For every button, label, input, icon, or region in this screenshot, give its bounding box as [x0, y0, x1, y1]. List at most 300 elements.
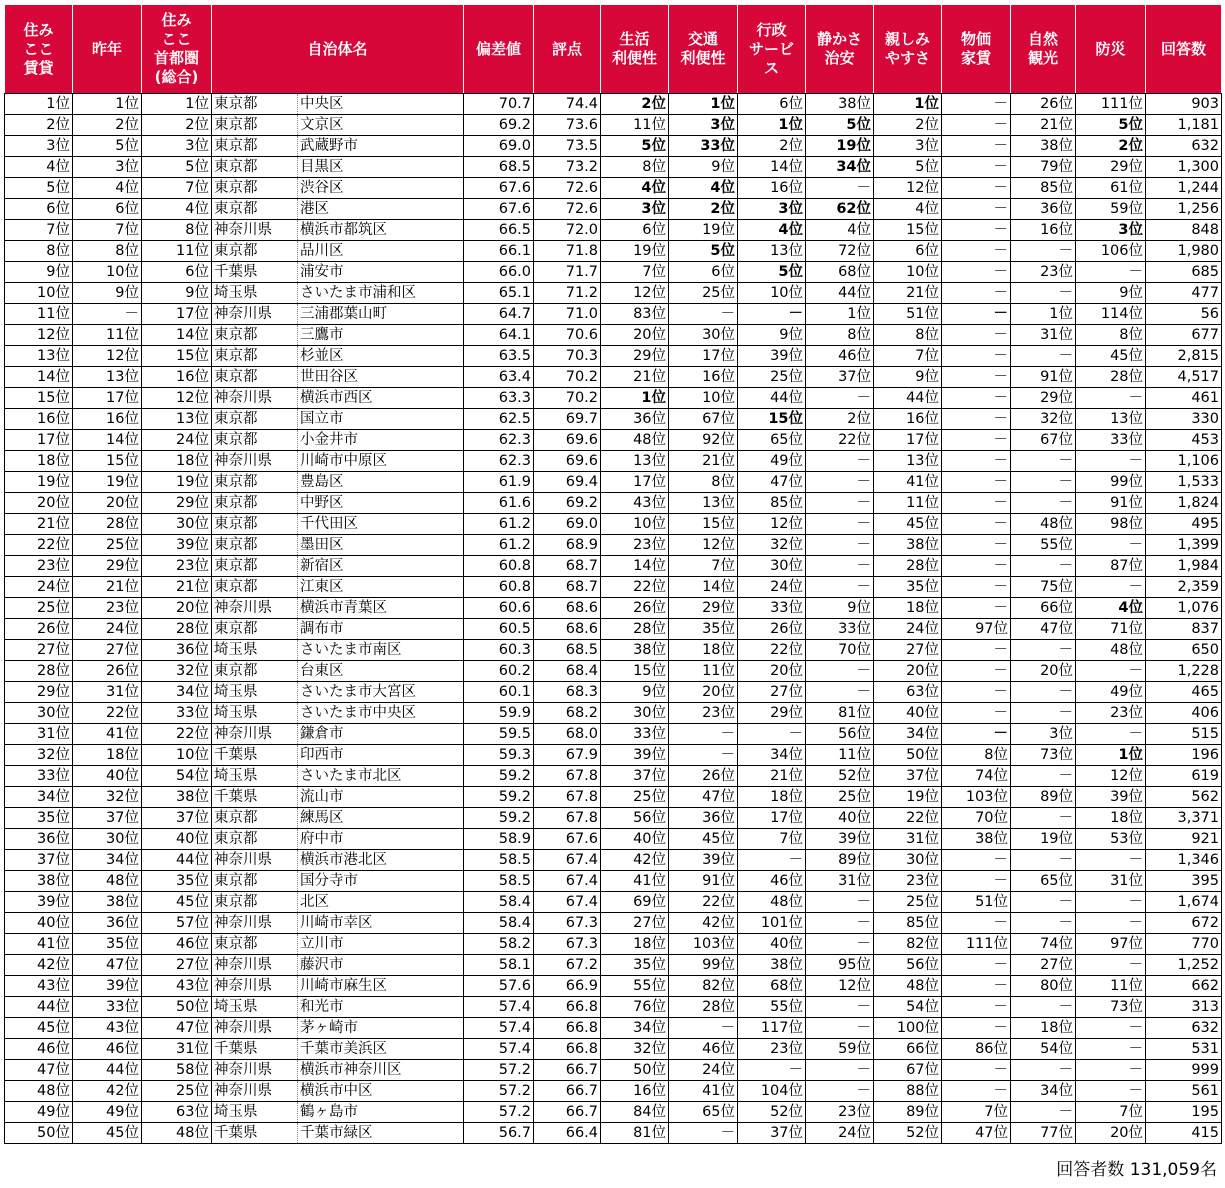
cell-disaster: － [1076, 913, 1146, 934]
cell-disaster: － [1076, 1039, 1146, 1060]
cell-score: 68.6 [534, 598, 601, 619]
cell-nature: 16位 [1011, 220, 1076, 241]
cell-transport: 46位 [669, 1039, 738, 1060]
cell-price: － [942, 850, 1011, 871]
cell-quiet: 37位 [806, 367, 874, 388]
cell-living: 2位 [601, 94, 669, 115]
cell-friendly: 12位 [874, 178, 942, 199]
cell-quiet: 12位 [806, 976, 874, 997]
cell-overall-rank: 50位 [142, 997, 212, 1018]
cell-admin: 68位 [738, 976, 806, 997]
cell-prefecture: 埼玉県 [212, 997, 298, 1018]
cell-rent-rank: 36位 [5, 829, 73, 850]
cell-transport: 29位 [669, 598, 738, 619]
cell-admin: 24位 [738, 577, 806, 598]
table-row [5, 724, 1222, 745]
cell-disaster: 23位 [1076, 703, 1146, 724]
cell-disaster: 2位 [1076, 136, 1146, 157]
cell-last-year: 22位 [73, 703, 142, 724]
cell-score: 67.2 [534, 955, 601, 976]
cell-overall-rank: 38位 [142, 787, 212, 808]
cell-score: 70.6 [534, 325, 601, 346]
cell-transport: 67位 [669, 409, 738, 430]
cell-quiet: － [806, 1060, 874, 1081]
cell-last-year: 34位 [73, 850, 142, 871]
cell-overall-rank: 1位 [142, 94, 212, 115]
cell-friendly: 9位 [874, 367, 942, 388]
cell-nature: 31位 [1011, 325, 1076, 346]
cell-prefecture: 東京都 [212, 157, 298, 178]
cell-city: 小金井市 [298, 430, 464, 451]
cell-deviation: 58.2 [464, 934, 534, 955]
cell-friendly: 85位 [874, 913, 942, 934]
cell-transport: 12位 [669, 535, 738, 556]
cell-disaster: 7位 [1076, 1102, 1146, 1123]
cell-score: 67.8 [534, 787, 601, 808]
cell-last-year: 16位 [73, 409, 142, 430]
cell-score: 66.8 [534, 1018, 601, 1039]
cell-admin: － [738, 304, 806, 325]
cell-prefecture: 東京都 [212, 661, 298, 682]
cell-disaster: 5位 [1076, 115, 1146, 136]
table-row [5, 94, 1222, 115]
cell-price: － [942, 367, 1011, 388]
cell-city: 新宿区 [298, 556, 464, 577]
cell-quiet: 9位 [806, 598, 874, 619]
cell-rent-rank: 33位 [5, 766, 73, 787]
cell-price: － [942, 997, 1011, 1018]
cell-last-year: 48位 [73, 871, 142, 892]
cell-city: 浦安市 [298, 262, 464, 283]
cell-transport: 45位 [669, 829, 738, 850]
cell-city: 立川市 [298, 934, 464, 955]
cell-city: 三鷹市 [298, 325, 464, 346]
cell-quiet: 4位 [806, 220, 874, 241]
cell-price: － [942, 682, 1011, 703]
header-friendliness: 親しみ やすさ [874, 5, 942, 94]
cell-respondents: 415 [1146, 1123, 1222, 1144]
cell-prefecture: 埼玉県 [212, 682, 298, 703]
cell-rent-rank: 12位 [5, 325, 73, 346]
cell-respondents: 531 [1146, 1039, 1222, 1060]
table-row [5, 955, 1222, 976]
cell-respondents: 495 [1146, 514, 1222, 535]
cell-disaster: 97位 [1076, 934, 1146, 955]
cell-disaster: 13位 [1076, 409, 1146, 430]
cell-quiet: 5位 [806, 115, 874, 136]
cell-rent-rank: 6位 [5, 199, 73, 220]
cell-transport: 82位 [669, 976, 738, 997]
cell-living: 3位 [601, 199, 669, 220]
cell-living: 6位 [601, 220, 669, 241]
cell-quiet: － [806, 682, 874, 703]
cell-rent-rank: 44位 [5, 997, 73, 1018]
cell-respondents: 56 [1146, 304, 1222, 325]
cell-living: 36位 [601, 409, 669, 430]
cell-price: － [942, 577, 1011, 598]
cell-last-year: 33位 [73, 997, 142, 1018]
cell-respondents: 1,674 [1146, 892, 1222, 913]
cell-deviation: 59.5 [464, 724, 534, 745]
cell-rent-rank: 30位 [5, 703, 73, 724]
table-row [5, 157, 1222, 178]
cell-city: 藤沢市 [298, 955, 464, 976]
table-row [5, 997, 1222, 1018]
cell-disaster: 39位 [1076, 787, 1146, 808]
table-row [5, 808, 1222, 829]
cell-transport: 99位 [669, 955, 738, 976]
cell-nature: － [1011, 283, 1076, 304]
table-row [5, 1060, 1222, 1081]
cell-rent-rank: 3位 [5, 136, 73, 157]
cell-price: － [942, 1081, 1011, 1102]
cell-overall-rank: 34位 [142, 682, 212, 703]
cell-admin: 21位 [738, 766, 806, 787]
cell-rent-rank: 27位 [5, 640, 73, 661]
cell-deviation: 69.2 [464, 115, 534, 136]
cell-last-year: － [73, 304, 142, 325]
table-row [5, 451, 1222, 472]
cell-last-year: 29位 [73, 556, 142, 577]
cell-respondents: 1,076 [1146, 598, 1222, 619]
cell-friendly: 10位 [874, 262, 942, 283]
cell-admin: － [738, 850, 806, 871]
cell-score: 66.4 [534, 1123, 601, 1144]
cell-overall-rank: 46位 [142, 934, 212, 955]
cell-price: － [942, 955, 1011, 976]
cell-quiet: 8位 [806, 325, 874, 346]
table-row [5, 598, 1222, 619]
cell-respondents: 1,244 [1146, 178, 1222, 199]
cell-city: 武蔵野市 [298, 136, 464, 157]
cell-nature: － [1011, 850, 1076, 871]
cell-last-year: 28位 [73, 514, 142, 535]
cell-city: 世田谷区 [298, 367, 464, 388]
cell-city: 墨田区 [298, 535, 464, 556]
cell-living: 35位 [601, 955, 669, 976]
cell-admin: 49位 [738, 451, 806, 472]
cell-prefecture: 神奈川県 [212, 1060, 298, 1081]
cell-city: 中野区 [298, 493, 464, 514]
cell-disaster: 12位 [1076, 766, 1146, 787]
cell-quiet: － [806, 997, 874, 1018]
cell-friendly: 89位 [874, 1102, 942, 1123]
cell-living: 11位 [601, 115, 669, 136]
cell-city: 調布市 [298, 619, 464, 640]
cell-deviation: 62.5 [464, 409, 534, 430]
cell-overall-rank: 40位 [142, 829, 212, 850]
table-row [5, 493, 1222, 514]
cell-living: 30位 [601, 703, 669, 724]
cell-city: 国分寺市 [298, 871, 464, 892]
cell-overall-rank: 54位 [142, 766, 212, 787]
cell-transport: 17位 [669, 346, 738, 367]
cell-transport: 15位 [669, 514, 738, 535]
cell-admin: 85位 [738, 493, 806, 514]
cell-friendly: 28位 [874, 556, 942, 577]
cell-deviation: 66.0 [464, 262, 534, 283]
cell-price: － [942, 598, 1011, 619]
cell-score: 68.9 [534, 535, 601, 556]
cell-overall-rank: 11位 [142, 241, 212, 262]
cell-score: 67.8 [534, 808, 601, 829]
cell-friendly: 1位 [874, 94, 942, 115]
cell-overall-rank: 37位 [142, 808, 212, 829]
cell-price: － [942, 94, 1011, 115]
cell-disaster: 61位 [1076, 178, 1146, 199]
cell-last-year: 37位 [73, 808, 142, 829]
cell-admin: 12位 [738, 514, 806, 535]
header-municipality: 自治体名 [212, 5, 464, 94]
cell-score: 66.7 [534, 1102, 601, 1123]
cell-city: 横浜市西区 [298, 388, 464, 409]
cell-transport: 39位 [669, 850, 738, 871]
cell-living: 9位 [601, 682, 669, 703]
cell-overall-rank: 29位 [142, 493, 212, 514]
cell-deviation: 58.9 [464, 829, 534, 850]
cell-city: 台東区 [298, 661, 464, 682]
cell-price: 38位 [942, 829, 1011, 850]
cell-price: － [942, 409, 1011, 430]
cell-last-year: 24位 [73, 619, 142, 640]
cell-living: 18位 [601, 934, 669, 955]
cell-nature: － [1011, 892, 1076, 913]
cell-nature: 54位 [1011, 1039, 1076, 1060]
cell-nature: － [1011, 913, 1076, 934]
cell-rent-rank: 31位 [5, 724, 73, 745]
cell-quiet: 19位 [806, 136, 874, 157]
cell-admin: 15位 [738, 409, 806, 430]
cell-living: 41位 [601, 871, 669, 892]
table-row [5, 346, 1222, 367]
cell-rent-rank: 5位 [5, 178, 73, 199]
cell-prefecture: 神奈川県 [212, 913, 298, 934]
header-living-convenience: 生活 利便性 [601, 5, 669, 94]
cell-score: 72.6 [534, 178, 601, 199]
cell-rent-rank: 34位 [5, 787, 73, 808]
cell-disaster: － [1076, 262, 1146, 283]
cell-living: 84位 [601, 1102, 669, 1123]
cell-prefecture: 神奈川県 [212, 724, 298, 745]
cell-nature: － [1011, 766, 1076, 787]
cell-prefecture: 千葉県 [212, 1123, 298, 1144]
cell-nature: － [1011, 1060, 1076, 1081]
cell-score: 67.4 [534, 871, 601, 892]
cell-rent-rank: 13位 [5, 346, 73, 367]
cell-disaster: － [1076, 1081, 1146, 1102]
cell-transport: 103位 [669, 934, 738, 955]
cell-transport: 65位 [669, 1102, 738, 1123]
cell-disaster: 33位 [1076, 430, 1146, 451]
cell-price: 7位 [942, 1102, 1011, 1123]
cell-respondents: 465 [1146, 682, 1222, 703]
cell-score: 66.7 [534, 1060, 601, 1081]
cell-price: － [942, 661, 1011, 682]
cell-score: 68.6 [534, 619, 601, 640]
cell-last-year: 49位 [73, 1102, 142, 1123]
cell-deviation: 59.2 [464, 787, 534, 808]
cell-prefecture: 東京都 [212, 871, 298, 892]
cell-transport: 22位 [669, 892, 738, 913]
cell-overall-rank: 9位 [142, 283, 212, 304]
table-row [5, 829, 1222, 850]
cell-disaster: 31位 [1076, 871, 1146, 892]
cell-rent-rank: 24位 [5, 577, 73, 598]
cell-friendly: 15位 [874, 220, 942, 241]
cell-deviation: 57.4 [464, 1018, 534, 1039]
cell-quiet: 95位 [806, 955, 874, 976]
cell-respondents: 2,815 [1146, 346, 1222, 367]
cell-friendly: 41位 [874, 472, 942, 493]
cell-rent-rank: 23位 [5, 556, 73, 577]
table-row [5, 619, 1222, 640]
cell-prefecture: 東京都 [212, 409, 298, 430]
cell-rent-rank: 11位 [5, 304, 73, 325]
cell-friendly: 63位 [874, 682, 942, 703]
cell-score: 68.0 [534, 724, 601, 745]
cell-nature: 74位 [1011, 934, 1076, 955]
cell-score: 69.4 [534, 472, 601, 493]
cell-friendly: 54位 [874, 997, 942, 1018]
cell-admin: 26位 [738, 619, 806, 640]
cell-living: 17位 [601, 472, 669, 493]
cell-price: － [942, 472, 1011, 493]
cell-score: 70.3 [534, 346, 601, 367]
cell-nature: 19位 [1011, 829, 1076, 850]
cell-prefecture: 神奈川県 [212, 955, 298, 976]
cell-respondents: 619 [1146, 766, 1222, 787]
cell-admin: 2位 [738, 136, 806, 157]
cell-nature: － [1011, 682, 1076, 703]
table-row [5, 1081, 1222, 1102]
cell-quiet: － [806, 1081, 874, 1102]
cell-overall-rank: 35位 [142, 871, 212, 892]
cell-transport: 91位 [669, 871, 738, 892]
cell-friendly: 7位 [874, 346, 942, 367]
cell-price: － [942, 514, 1011, 535]
table-row [5, 787, 1222, 808]
cell-disaster: 73位 [1076, 997, 1146, 1018]
cell-last-year: 12位 [73, 346, 142, 367]
cell-admin: 3位 [738, 199, 806, 220]
cell-living: 32位 [601, 1039, 669, 1060]
cell-admin: 13位 [738, 241, 806, 262]
cell-price: － [942, 325, 1011, 346]
cell-prefecture: 埼玉県 [212, 1102, 298, 1123]
table-row [5, 1018, 1222, 1039]
cell-respondents: 477 [1146, 283, 1222, 304]
cell-friendly: 48位 [874, 976, 942, 997]
cell-transport: 13位 [669, 493, 738, 514]
cell-quiet: 56位 [806, 724, 874, 745]
cell-nature: 26位 [1011, 94, 1076, 115]
cell-transport: 41位 [669, 1081, 738, 1102]
cell-quiet: － [806, 514, 874, 535]
cell-score: 69.6 [534, 451, 601, 472]
table-row [5, 304, 1222, 325]
header-quiet-safety: 静かさ 治安 [806, 5, 874, 94]
cell-disaster: － [1076, 1018, 1146, 1039]
cell-quiet: － [806, 892, 874, 913]
cell-transport: 25位 [669, 283, 738, 304]
header-overall-rank: 住み ここ 首都圏 (総合) [142, 5, 212, 94]
cell-overall-rank: 63位 [142, 1102, 212, 1123]
cell-score: 74.4 [534, 94, 601, 115]
cell-city: 千葉市美浜区 [298, 1039, 464, 1060]
cell-living: 15位 [601, 661, 669, 682]
cell-living: 83位 [601, 304, 669, 325]
table-row [5, 577, 1222, 598]
cell-price: 74位 [942, 766, 1011, 787]
cell-friendly: 31位 [874, 829, 942, 850]
cell-living: 13位 [601, 451, 669, 472]
cell-city: さいたま市浦和区 [298, 283, 464, 304]
cell-deviation: 57.4 [464, 1039, 534, 1060]
cell-transport: 5位 [669, 241, 738, 262]
cell-respondents: 685 [1146, 262, 1222, 283]
cell-living: 20位 [601, 325, 669, 346]
cell-last-year: 5位 [73, 136, 142, 157]
cell-admin: 4位 [738, 220, 806, 241]
cell-city: 品川区 [298, 241, 464, 262]
cell-living: 29位 [601, 346, 669, 367]
cell-city: 渋谷区 [298, 178, 464, 199]
cell-last-year: 21位 [73, 577, 142, 598]
cell-deviation: 61.2 [464, 514, 534, 535]
cell-price: － [942, 430, 1011, 451]
cell-overall-rank: 25位 [142, 1081, 212, 1102]
cell-last-year: 31位 [73, 682, 142, 703]
cell-score: 68.2 [534, 703, 601, 724]
header-rent-rank: 住み ここ 賃貸 [5, 5, 73, 94]
cell-respondents: 770 [1146, 934, 1222, 955]
cell-disaster: 29位 [1076, 157, 1146, 178]
cell-rent-rank: 50位 [5, 1123, 73, 1144]
cell-disaster: 49位 [1076, 682, 1146, 703]
cell-city: 文京区 [298, 115, 464, 136]
cell-price: － [942, 1060, 1011, 1081]
cell-respondents: 632 [1146, 1018, 1222, 1039]
cell-overall-rank: 24位 [142, 430, 212, 451]
cell-friendly: 18位 [874, 598, 942, 619]
cell-price: 70位 [942, 808, 1011, 829]
cell-disaster: － [1076, 451, 1146, 472]
cell-overall-rank: 36位 [142, 640, 212, 661]
cell-last-year: 39位 [73, 976, 142, 997]
cell-respondents: 562 [1146, 787, 1222, 808]
cell-respondents: 1,106 [1146, 451, 1222, 472]
cell-score: 67.3 [534, 913, 601, 934]
table-row [5, 472, 1222, 493]
cell-overall-rank: 13位 [142, 409, 212, 430]
cell-price: － [942, 241, 1011, 262]
cell-last-year: 25位 [73, 535, 142, 556]
cell-transport: 10位 [669, 388, 738, 409]
cell-city: 川崎市幸区 [298, 913, 464, 934]
cell-transport: － [669, 1123, 738, 1144]
cell-rent-rank: 16位 [5, 409, 73, 430]
cell-admin: 46位 [738, 871, 806, 892]
cell-admin: 48位 [738, 892, 806, 913]
cell-disaster: － [1076, 892, 1146, 913]
cell-living: 21位 [601, 367, 669, 388]
cell-nature: － [1011, 703, 1076, 724]
cell-friendly: 21位 [874, 283, 942, 304]
cell-transport: － [669, 745, 738, 766]
cell-city: 千代田区 [298, 514, 464, 535]
cell-friendly: 11位 [874, 493, 942, 514]
cell-living: 38位 [601, 640, 669, 661]
